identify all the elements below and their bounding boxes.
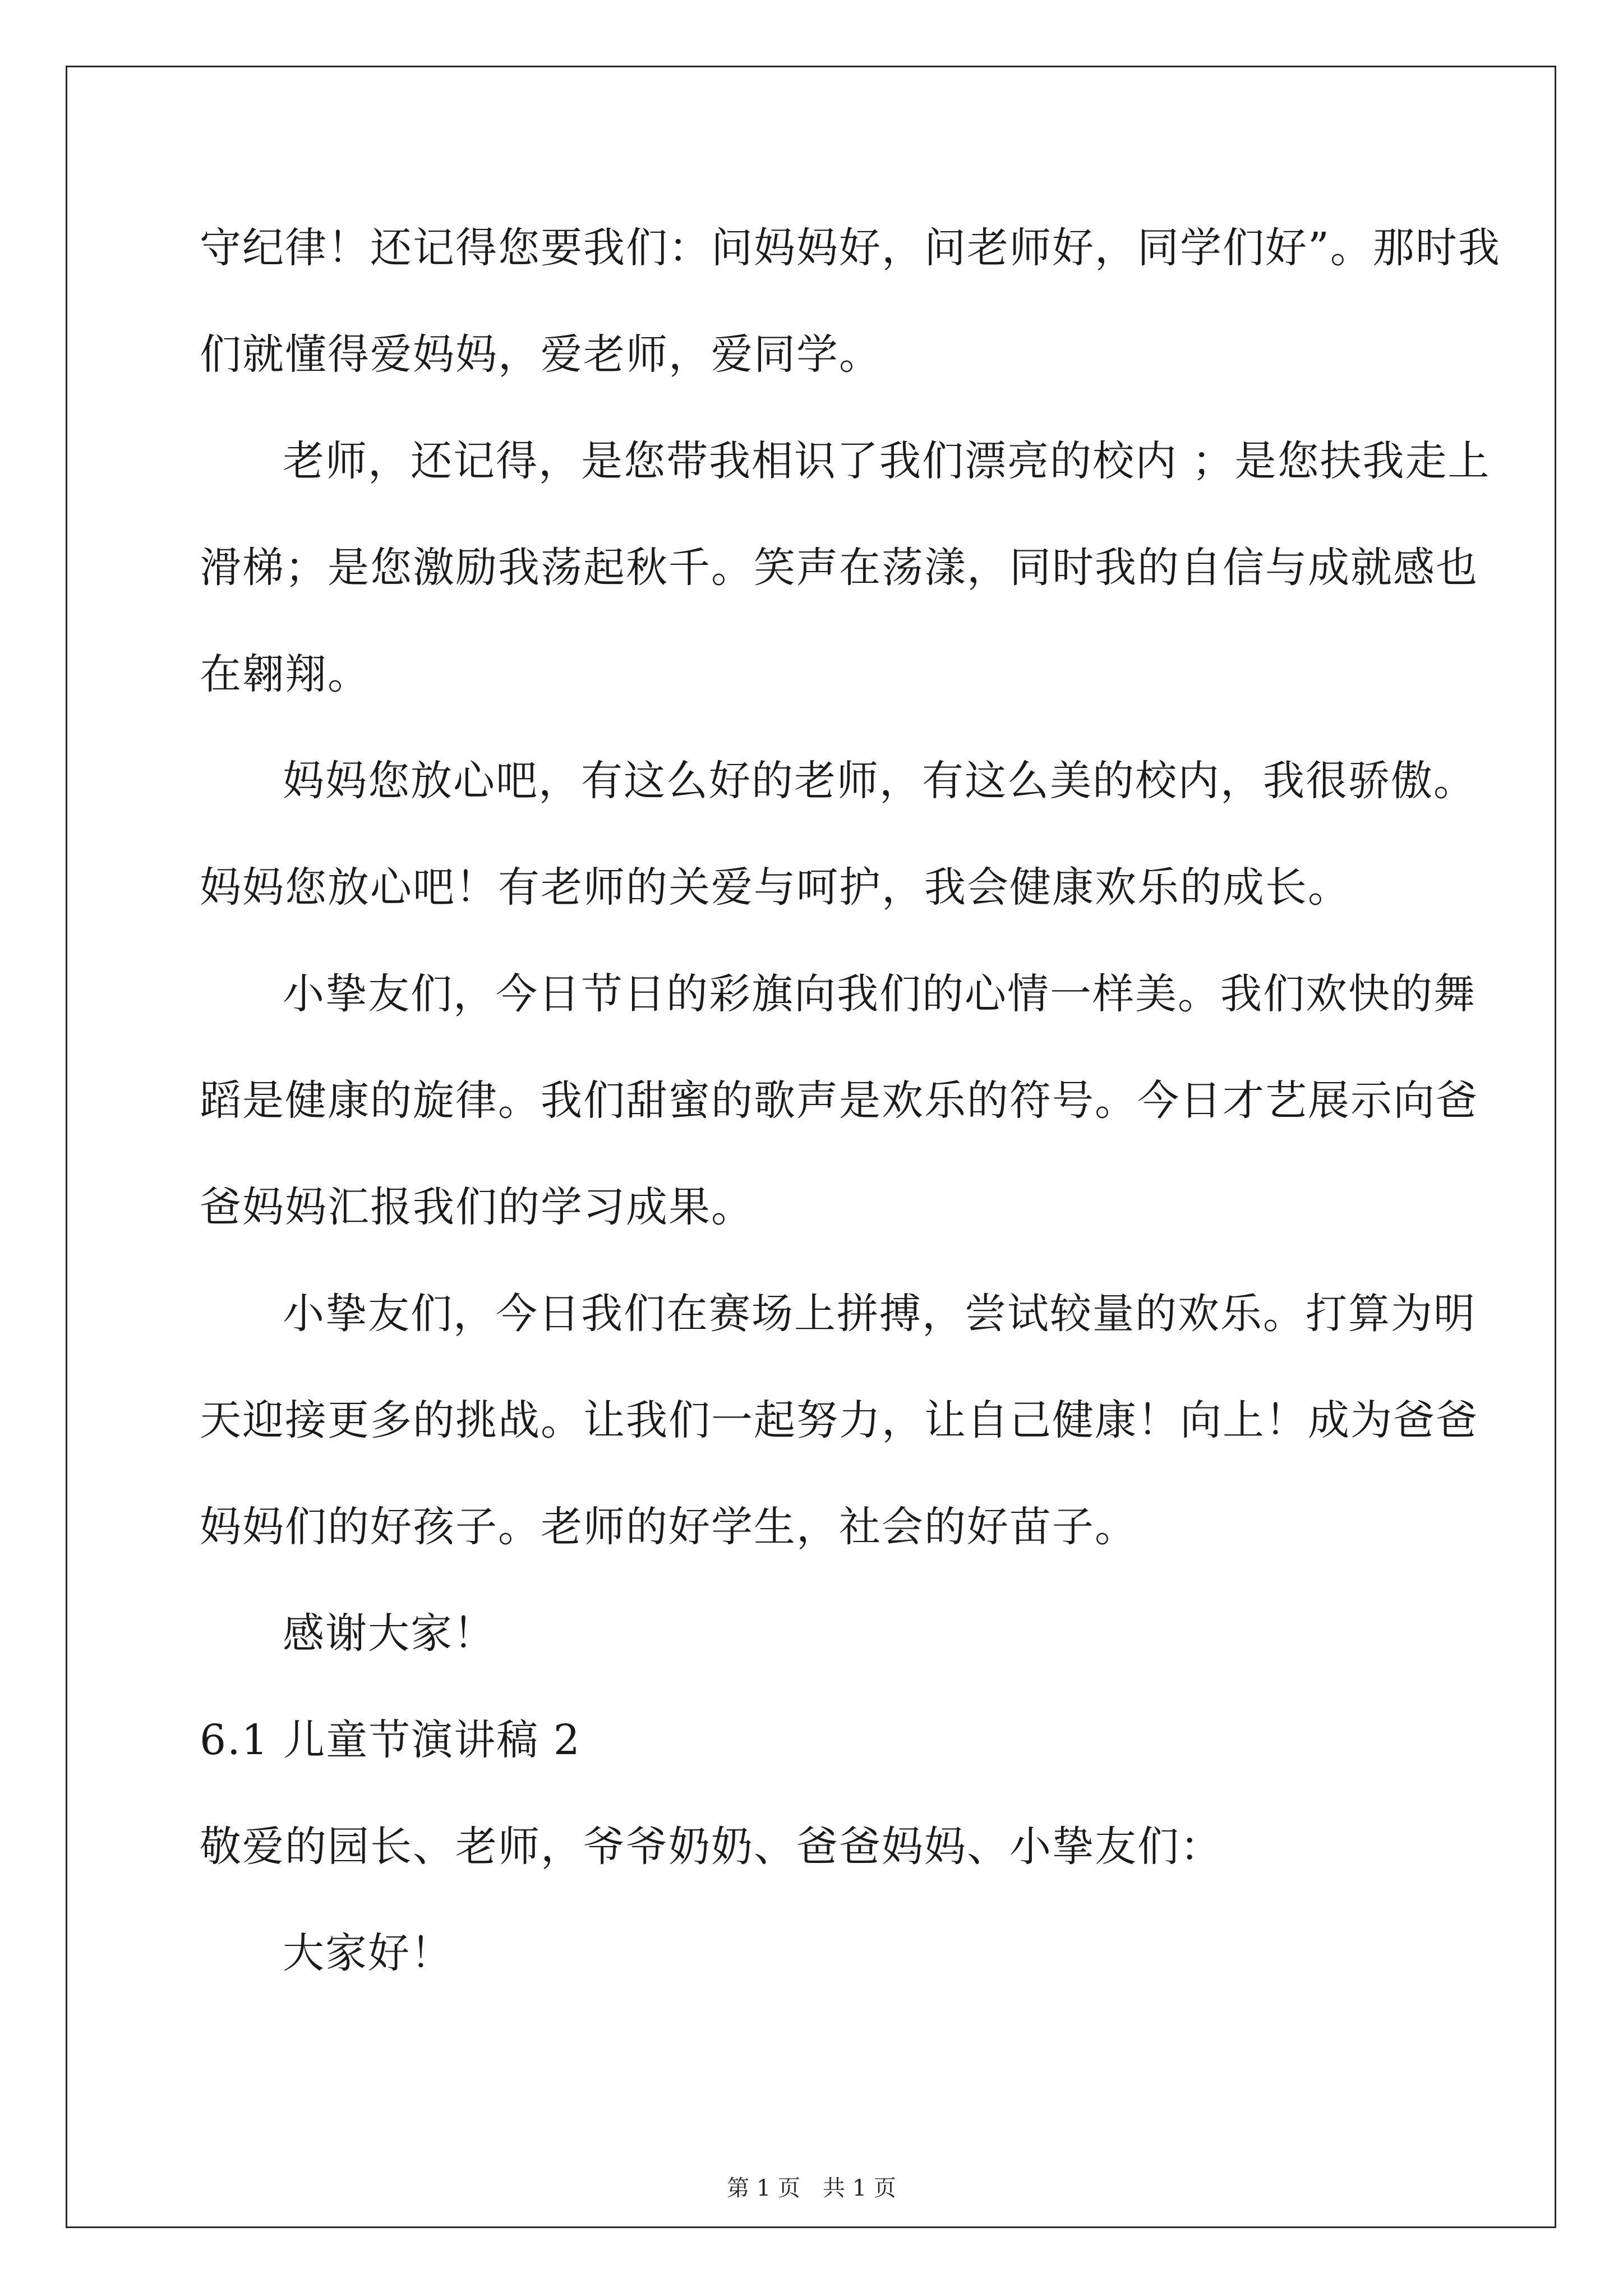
text-line: 守纪律！还记得您要我们：问妈妈好，问老师好，同学们好”。那时我: [200, 224, 1501, 272]
greeting: 大家好！: [283, 1929, 453, 1977]
paragraph-start: 小挚友们，今日我们在赛场上拼搏，尝试较量的欢乐。打算为明: [283, 1290, 1476, 1338]
text-line: 天迎接更多的挑战。让我们一起努力，让自己健康！向上！成为爸爸: [200, 1396, 1478, 1444]
text-line: 们就懂得爱妈妈，爱老师，爱同学。: [200, 330, 882, 379]
paragraph-start: 妈妈您放心吧，有这么好的老师，有这么美的校内，我很骄傲。: [283, 757, 1476, 805]
text-line: 妈妈们的好孩子。老师的好学生，社会的好苗子。: [200, 1503, 1137, 1551]
page-number: 第 1 页: [727, 2175, 800, 2201]
text-line: 在翱翔。: [200, 650, 370, 698]
page-footer: [0, 2174, 1623, 2202]
paragraph-start: 小挚友们，今日节日的彩旗向我们的心情一样美。我们欢快的舞: [283, 970, 1476, 1018]
page-border: [66, 66, 1556, 2228]
paragraph-start: 老师，还记得，是您带我相识了我们漂亮的校内 ；是您扶我走上: [283, 437, 1491, 485]
text-line: 爸妈妈汇报我们的学习成果。: [200, 1183, 754, 1231]
page-total: 共 1 页: [823, 2175, 896, 2201]
text-line: 蹈是健康的旋律。我们甜蜜的歌声是欢乐的符号。今日才艺展示向爸: [200, 1076, 1478, 1125]
salutation: 敬爱的园长、老师，爷爷奶奶、爸爸妈妈、小挚友们：: [200, 1823, 1223, 1871]
text-line: 滑梯；是您激励我荡起秋千。笑声在荡漾，同时我的自信与成就感也: [200, 544, 1478, 592]
closing-line: 感谢大家！: [283, 1609, 496, 1658]
section-heading: 6.1 儿童节演讲稿 2: [200, 1716, 581, 1764]
text-line: 妈妈您放心吧！有老师的关爱与呵护，我会健康欢乐的成长。: [200, 863, 1350, 912]
